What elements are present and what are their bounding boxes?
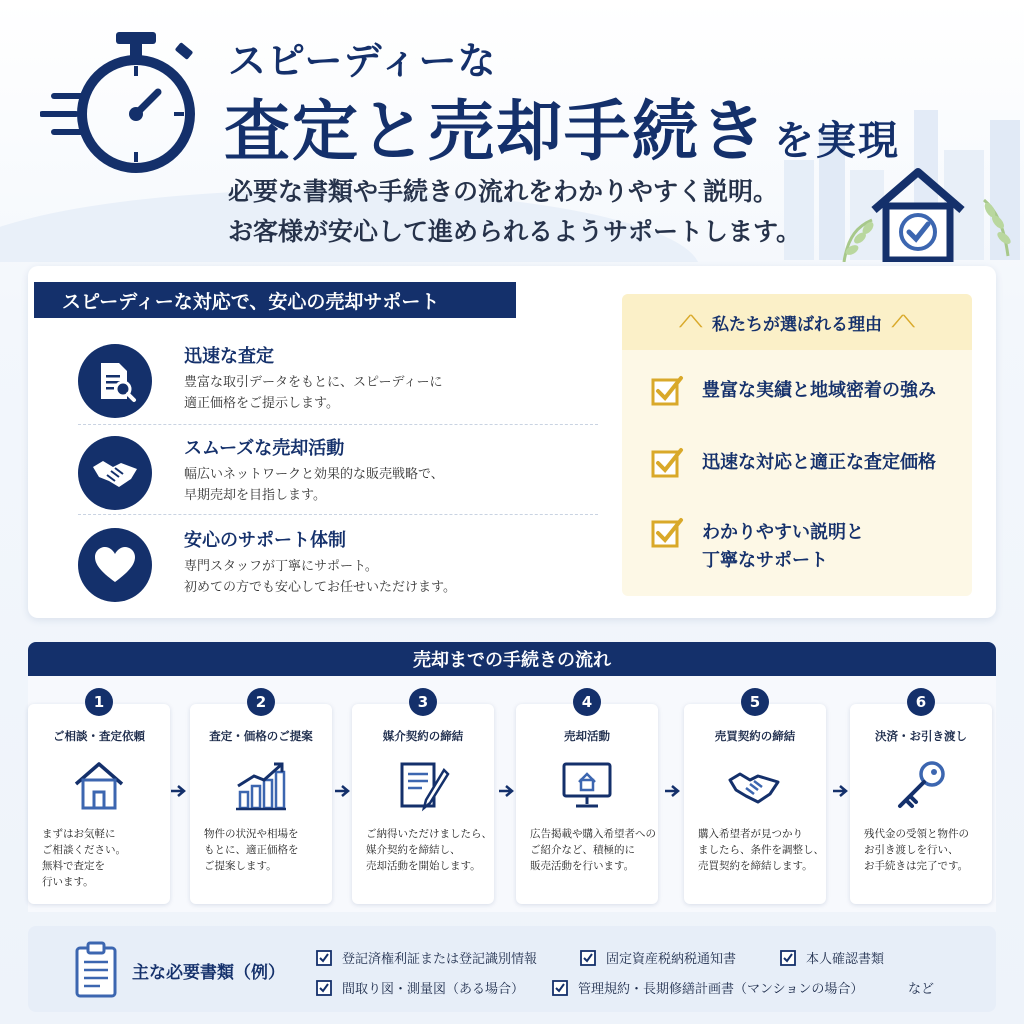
checkbox-icon [316,950,332,966]
reason-line2: 丁寧なサポート [702,550,828,571]
flow-step-5 [684,693,826,904]
reason-text [702,446,936,477]
feature-divider [78,424,598,425]
document-label: 本人確認書類 [806,952,885,967]
hero-subtitle-line2: お客様が安心して進められるようサポートします。 [228,217,802,246]
feature-desc-line1: 豊富な取引データをもとに、スピーディーに [184,375,443,390]
checkbox-icon [650,374,684,408]
support-banner: スピーディーな対応で、安心の売却サポート [34,282,516,318]
step-title: 査定・価格のご提案 [209,729,313,743]
reason-text [702,516,864,575]
step-number: 2 [247,688,275,716]
document-label: 登記済権利証または登記識別情報 [342,952,538,967]
hero-title-small: スピーディーな [228,39,497,83]
step-desc-line: 広告掲載や購入希望者への [530,828,656,840]
heart-icon [94,546,136,584]
document-item [552,978,863,997]
step-number: 6 [907,688,935,716]
hero-subtitle-line1: 必要な書類や手続きの流れをわかりやすく説明。 [228,177,779,206]
document-item [316,948,537,967]
step-title: ご相談・査定依頼 [53,729,145,743]
feature-divider [78,514,598,515]
reasons-header [622,294,972,350]
step-number: 1 [85,688,113,716]
required-documents [28,926,996,1012]
step-desc-line: ご紹介など、積極的に [530,844,635,856]
step-description [366,826,490,874]
step-description [698,826,822,874]
contract-pen-icon [396,760,450,812]
feature-description [184,464,444,506]
checkbox-icon [650,446,684,480]
flow-step-1 [28,693,170,904]
arrow-right-icon [498,784,514,798]
feature-title: 迅速な査定 [184,346,274,367]
hero-title-suffix: を実現 [774,118,900,164]
reason-item [650,516,960,575]
checkbox-icon [580,950,596,966]
key-icon [894,760,948,812]
step-desc-line: もとに、適正価格を [204,844,299,856]
step-description [864,826,988,874]
step-desc-line: お引き渡しを行い、 [864,844,959,856]
flow-step-4 [516,693,658,904]
step-desc-line: 行います。 [42,876,94,888]
feature-title: 安心のサポート体制 [184,530,346,551]
checkbox-icon [552,980,568,996]
step-description [42,826,166,890]
sparkle-icon: ⟋⟍ [679,312,702,331]
step-desc-line: 購入希望者が見つかり [698,828,803,840]
hero-title-main: 査定と売却手続き [224,93,768,170]
reasons-box [622,294,972,596]
document-item [580,948,736,967]
reason-line1: 豊富な実績と地域密着の強み [702,380,936,401]
computer-house-icon [560,760,614,812]
reason-line1: わかりやすい説明と [702,522,864,543]
reason-item [650,446,960,480]
flow-banner: 売却までの手続きの流れ [28,642,996,676]
checkbox-icon [780,950,796,966]
step-desc-line: 残代金の受領と物件の [864,828,969,840]
step-desc-line: まずはお気軽に [42,828,116,840]
step-number: 4 [573,688,601,716]
documents-etc: など [908,982,935,997]
feature-support-system [78,524,598,610]
stopwatch-icon [40,30,200,180]
step-number: 3 [409,688,437,716]
feature-description [184,372,442,414]
arrow-right-icon [664,784,680,798]
reason-text [702,374,936,405]
feature-icon-circle [78,436,152,510]
reason-item [650,374,960,408]
support-panel [28,266,996,618]
step-title: 売却活動 [564,729,610,743]
step-desc-line: ご納得いただけましたら、 [366,828,492,840]
house-icon [72,760,126,812]
feature-title: スムーズな売却活動 [184,438,345,459]
feature-desc-line1: 幅広いネットワークと効果的な販売戦略で、 [184,467,444,482]
step-description [204,826,328,874]
step-desc-line: 物件の状況や相場を [204,828,299,840]
reason-line1: 迅速な対応と適正な査定価格 [702,452,936,473]
arrow-right-icon [832,784,848,798]
feature-desc-line2: 初めての方でも安心してお任せいただけます。 [184,580,456,595]
step-desc-line: 販売活動を行います。 [530,860,635,872]
reasons-title: 私たちが選ばれる理由 [712,314,882,335]
feature-quick-appraisal [78,340,598,426]
step-title: 決済・お引き渡し [875,729,967,743]
document-item [316,978,524,997]
arrow-right-icon [334,784,350,798]
step-desc-line: 売買契約を締結します。 [698,860,813,872]
growth-chart-icon [234,760,288,812]
feature-icon-circle [78,528,152,602]
step-title: 売買契約の締結 [714,729,796,743]
hero-subtitle [228,172,801,252]
flow-step-6 [850,693,992,904]
flow-step-3 [352,693,494,904]
house-check-icon [838,166,1018,262]
checkbox-icon [650,516,684,550]
feature-icon-circle [78,344,152,418]
step-desc-line: 無料で査定を [42,860,105,872]
clipboard-icon [74,940,118,998]
sparkle-icon: ⟋⟍ [892,312,915,331]
flow-step-2 [190,693,332,904]
step-title: 媒介契約の締結 [382,729,464,743]
step-desc-line: ご相談ください。 [42,844,126,856]
step-desc-line: 媒介契約を締結し、 [366,844,461,856]
hero-section [0,0,1024,262]
document-label: 固定資産税納税通知書 [606,952,737,967]
checkbox-icon [316,980,332,996]
document-label: 間取り図・測量図（ある場合） [342,982,525,997]
feature-desc-line2: 早期売却を目指します。 [184,488,326,503]
handshake-icon [728,760,782,812]
step-number: 5 [741,688,769,716]
feature-description [184,556,456,598]
step-desc-line: ましたら、条件を調整し、 [698,844,824,856]
step-desc-line: 売却活動を開始します。 [366,860,481,872]
documents-title: 主な必要書類（例） [132,963,285,983]
arrow-right-icon [170,784,186,798]
document-item [780,948,884,967]
step-desc-line: ご提案します。 [204,860,277,872]
step-desc-line: お手続きは完了です。 [864,860,969,872]
step-description [530,826,654,874]
feature-desc-line1: 専門スタッフが丁寧にサポート。 [184,559,378,574]
feature-smooth-sale [78,432,598,518]
handshake-icon [91,453,139,493]
hero-title [224,78,900,173]
document-label: 管理規約・長期修繕計画書（マンションの場合） [578,982,864,997]
feature-desc-line2: 適正価格をご提示します。 [184,396,339,411]
document-search-icon [93,359,137,403]
